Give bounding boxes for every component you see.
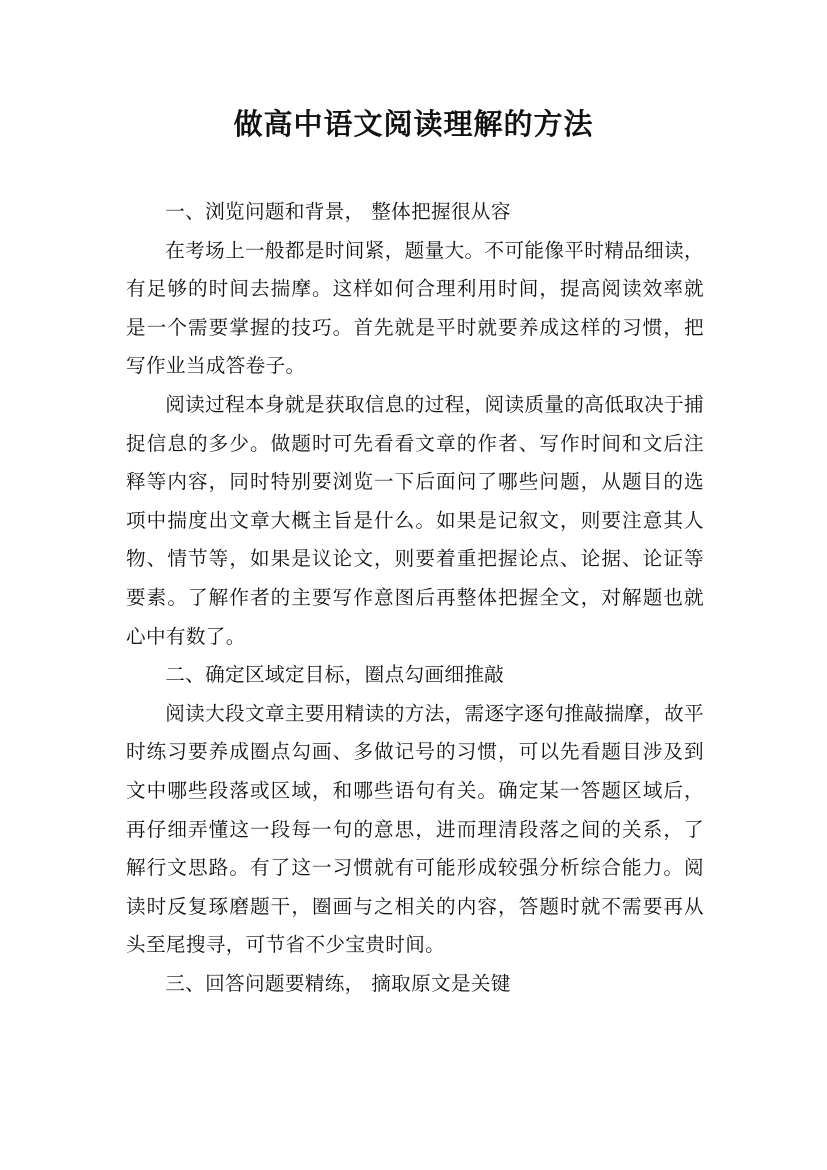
- document-body: [126, 193, 704, 1003]
- section-heading-2: 二、确定区域定目标，圈点勾画细推敲: [165, 663, 505, 687]
- document-title: 做高中语文阅读理解的方法: [233, 107, 594, 141]
- paragraph: 在考场上一般都是时间紧，题量大。不可能像平时精品细读，有足够的时间去揣摩。这样如何合理利用时间，提高阅读效率就是一个需要掌握的技巧。首先就是平时就要养成这样的习惯，把写作业当成答卷子。: [126, 238, 704, 378]
- section-heading-1: 一、浏览问题和背景， 整体把握很从容: [165, 200, 511, 223]
- paragraph: 阅读大段文章主要用精读的方法，需逐字逐句推敲揣摩，故平时练习要养成圈点勾画、多做记号的习惯，可以先看题目涉及到文中哪些段落或区域，和哪些语句有关。确定某一答题区域后，再仔细弄懂这一段每一句的意思，进而理清段落之间的关系，了解行文思路。有了这一习惯就有可能形成较强分析综合能力。阅读时反复琢磨题干，圈画与之相关的内容，答题时就不需要再从头至尾搜寻，可节省不少宝贵时间。: [126, 701, 704, 957]
- paragraph: 阅读过程本身就是获取信息的过程，阅读质量的高低取决于捕捉信息的多少。做题时可先看看文章的作者、写作时间和文后注释等内容，同时特别要浏览一下后面问了哪些问题，从题目的选项中揣度出文章大概主旨是什么。如果是记叙文，则要注意其人物、情节等，如果是议论文，则要着重把握论点、论据、论证等要素。了解作者的主要写作意图后再整体把握全文，对解题也就心中有数了。: [126, 392, 704, 648]
- section-heading-3: 三、回答问题要精练， 摘取原文是关键: [165, 971, 511, 995]
